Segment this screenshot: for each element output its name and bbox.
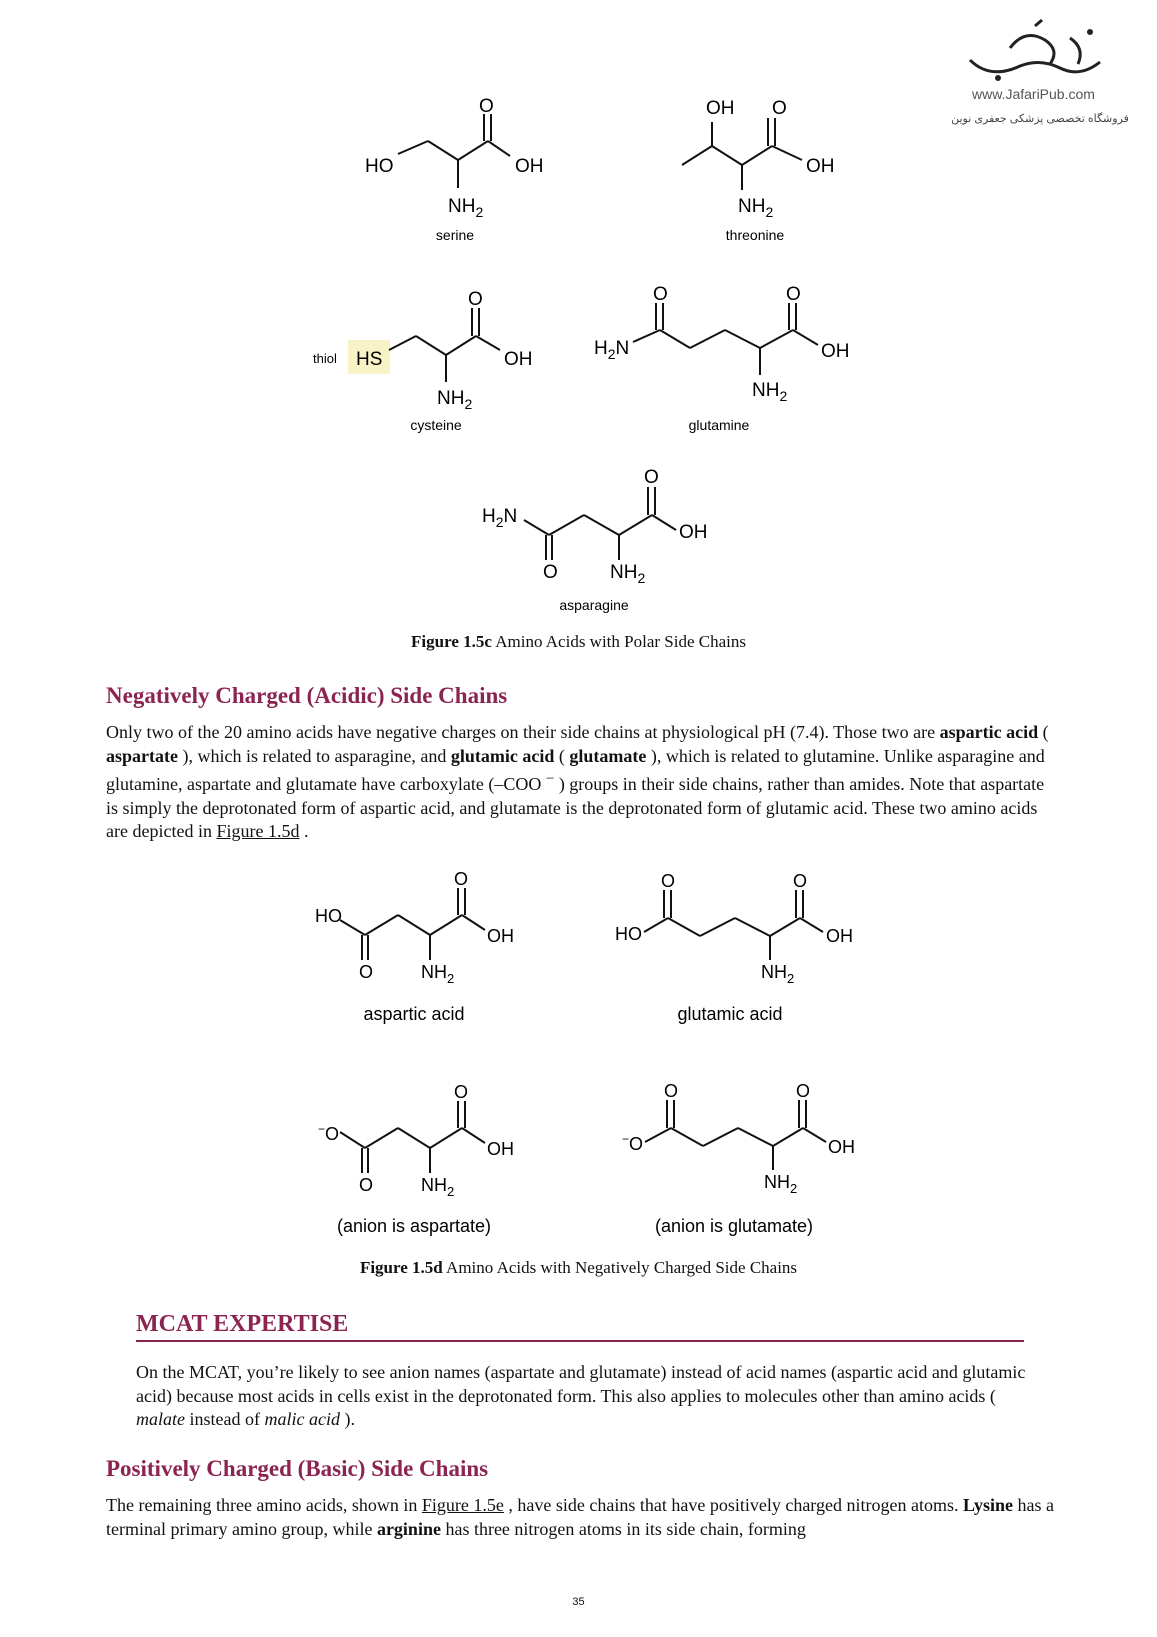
svg-text:−O: −O xyxy=(318,1122,340,1144)
svg-text:OH: OH xyxy=(515,156,544,177)
svg-text:NH2: $NH_2$ xyxy=(752,380,788,404)
svg-text:O: O xyxy=(454,869,469,889)
thiol-label: thiol xyxy=(313,351,337,366)
svg-text:O: O xyxy=(653,284,668,305)
svg-text:OH: OH xyxy=(806,156,835,177)
figure-1-5c-text: Amino Acids with Polar Side Chains xyxy=(491,632,746,651)
text-span: , have side chains that have positively charged nitrogen atoms. xyxy=(503,1495,963,1515)
term-lysine: Lysine xyxy=(962,1495,1013,1515)
svg-text:O: O xyxy=(359,962,374,982)
negative-section-heading: Negatively Charged (Acidic) Side Chains xyxy=(106,683,508,708)
asparagine-label: asparagine xyxy=(559,597,629,613)
text-span: ), which is related to asparagine, and xyxy=(177,745,451,766)
svg-text:NH2: $NH_2$ xyxy=(421,1175,455,1199)
svg-text:O: O xyxy=(359,1175,374,1195)
svg-text:H2N: $H_2N$ xyxy=(482,506,518,530)
term-malate: malate xyxy=(136,1409,185,1429)
term-aspartate: aspartate xyxy=(106,745,178,766)
figure-1-5e-link[interactable]: Figure 1.5e xyxy=(421,1495,504,1515)
mcat-expertise-paragraph xyxy=(136,1361,1026,1432)
svg-text:NH2: $NH_2$ xyxy=(738,196,774,220)
text-span: Only two of the 20 amino acids have negative charges on their side chains at physiological pH (7.4). Those two are xyxy=(106,722,940,742)
svg-text:O: O xyxy=(796,1081,811,1101)
svg-text:OH: OH xyxy=(487,1139,514,1159)
term-aspartic-acid: aspartic acid xyxy=(939,722,1039,742)
figure-1-5d-text: Amino Acids with Negatively Charged Side Chains xyxy=(442,1258,798,1277)
svg-text:O: O xyxy=(772,98,787,119)
logo-tagline: فروشگاه تخصصی پزشکی جعفری نوین xyxy=(951,113,1129,125)
svg-text:HO: HO xyxy=(615,924,642,944)
svg-text:OH: OH xyxy=(487,926,514,946)
svg-text:OH: OH xyxy=(706,98,735,119)
glutamic-acid-structure xyxy=(615,871,853,986)
text-span: ( xyxy=(554,745,570,766)
mcat-expertise-title: MCAT EXPERTISE xyxy=(136,1311,349,1337)
svg-text:OH: OH xyxy=(826,926,853,946)
logo-url: www.JafariPub.com xyxy=(972,86,1095,102)
text-span: ). xyxy=(339,1409,355,1429)
svg-text:NH2: $NH_2$ xyxy=(761,962,795,986)
figure-1-5d-label: Figure 1.5d xyxy=(359,1258,443,1277)
superscript-minus: − xyxy=(545,771,555,787)
figure-1-5d-link[interactable]: Figure 1.5d xyxy=(216,821,300,841)
svg-text:OH: OH xyxy=(679,522,708,543)
aspartate-label: (anion is aspartate) xyxy=(336,1216,492,1236)
svg-text:O: O xyxy=(793,871,808,891)
glutamine-structure xyxy=(594,284,850,404)
asparagine-structure xyxy=(482,467,708,586)
glutamine-label: glutamine xyxy=(688,417,750,433)
glutamate-label: (anion is glutamate) xyxy=(654,1216,814,1236)
svg-text:NH2: $NH_2$ xyxy=(764,1172,798,1196)
page-number: 35 xyxy=(572,1596,585,1608)
text-span: ), which is related to glutamine. Unlike asparagine and glutamine, aspartate and glutamate have carboxylate (–COO xyxy=(106,745,1045,794)
serine-label: serine xyxy=(435,227,475,243)
term-malic-acid: malic acid xyxy=(264,1409,340,1429)
text-span: On the MCAT, you’re likely to see anion names (aspartate and glutamate) instead of acid names (aspartic acid and glutamic acid) because most acids in cells exist in the deprotonated form. This also applies to molecules other than amino acids ( xyxy=(136,1362,1026,1406)
figure-1-5d xyxy=(0,860,1157,1260)
glutamic-acid-label: glutamic acid xyxy=(677,1004,783,1024)
threonine-label: threonine xyxy=(725,227,785,243)
svg-text:HS: HS xyxy=(356,349,383,370)
aspartate-structure xyxy=(318,1082,514,1199)
negative-section-paragraph xyxy=(106,721,1056,844)
term-glutamate: glutamate xyxy=(569,745,647,766)
svg-text:O: O xyxy=(661,871,676,891)
svg-text:OH: OH xyxy=(504,349,533,370)
cysteine-label: cysteine xyxy=(410,417,462,433)
svg-text:O: O xyxy=(786,284,801,305)
figure-1-5c-label: Figure 1.5c xyxy=(411,632,492,651)
svg-text:O: O xyxy=(454,1082,469,1102)
svg-text:NH2: $NH_2$ xyxy=(421,962,455,986)
svg-text:HO: HO xyxy=(315,906,342,926)
svg-text:NH2: $NH_2$ xyxy=(437,388,473,412)
text-span: has three nitrogen atoms in its side chain, forming xyxy=(440,1518,806,1539)
svg-text:NH2: $NH_2$ xyxy=(448,196,484,220)
svg-text:O: O xyxy=(664,1081,679,1101)
text-span: . xyxy=(299,821,309,841)
svg-text:H2N: $H_2N$ xyxy=(594,338,630,362)
mcat-expertise-rule xyxy=(136,1340,1024,1342)
text-span: instead of xyxy=(185,1409,265,1429)
svg-text:O: O xyxy=(543,562,558,583)
aspartic-acid-label: aspartic acid xyxy=(363,1004,465,1024)
glutamate-structure xyxy=(622,1081,855,1196)
svg-text:OH: OH xyxy=(821,341,850,362)
svg-text:O: O xyxy=(644,467,659,488)
text-span: ) groups in their side chains, rather than amides. Note that aspartate is simply the deprotonated form of aspartic acid, and glutamate is the deprotonated form of glutamic acid. These two amino acids are depicted in xyxy=(106,774,1045,841)
positive-section-paragraph xyxy=(106,1494,1066,1541)
svg-text:−O: −O xyxy=(622,1132,644,1154)
svg-text:HO: HO xyxy=(365,156,394,177)
figure-1-5d-caption xyxy=(0,1258,1157,1278)
svg-text:O: O xyxy=(479,96,494,117)
svg-text:O: O xyxy=(468,289,483,310)
positive-section-heading: Positively Charged (Basic) Side Chains xyxy=(106,1456,489,1481)
threonine-structure xyxy=(682,98,835,220)
text-span: has a terminal primary amino group, while xyxy=(106,1495,1054,1539)
serine-structure xyxy=(365,96,544,220)
figure-1-5c-caption xyxy=(0,632,1157,652)
term-arginine: arginine xyxy=(376,1518,441,1539)
svg-text:OH: OH xyxy=(828,1137,855,1157)
text-span: ( xyxy=(1038,722,1049,742)
text-span: The remaining three amino acids, shown in xyxy=(106,1495,422,1515)
term-glutamic-acid: glutamic acid xyxy=(450,745,555,766)
aspartic-acid-structure xyxy=(315,869,514,986)
svg-text:NH2: $NH_2$ xyxy=(610,562,646,586)
figure-1-5c xyxy=(0,0,1157,640)
